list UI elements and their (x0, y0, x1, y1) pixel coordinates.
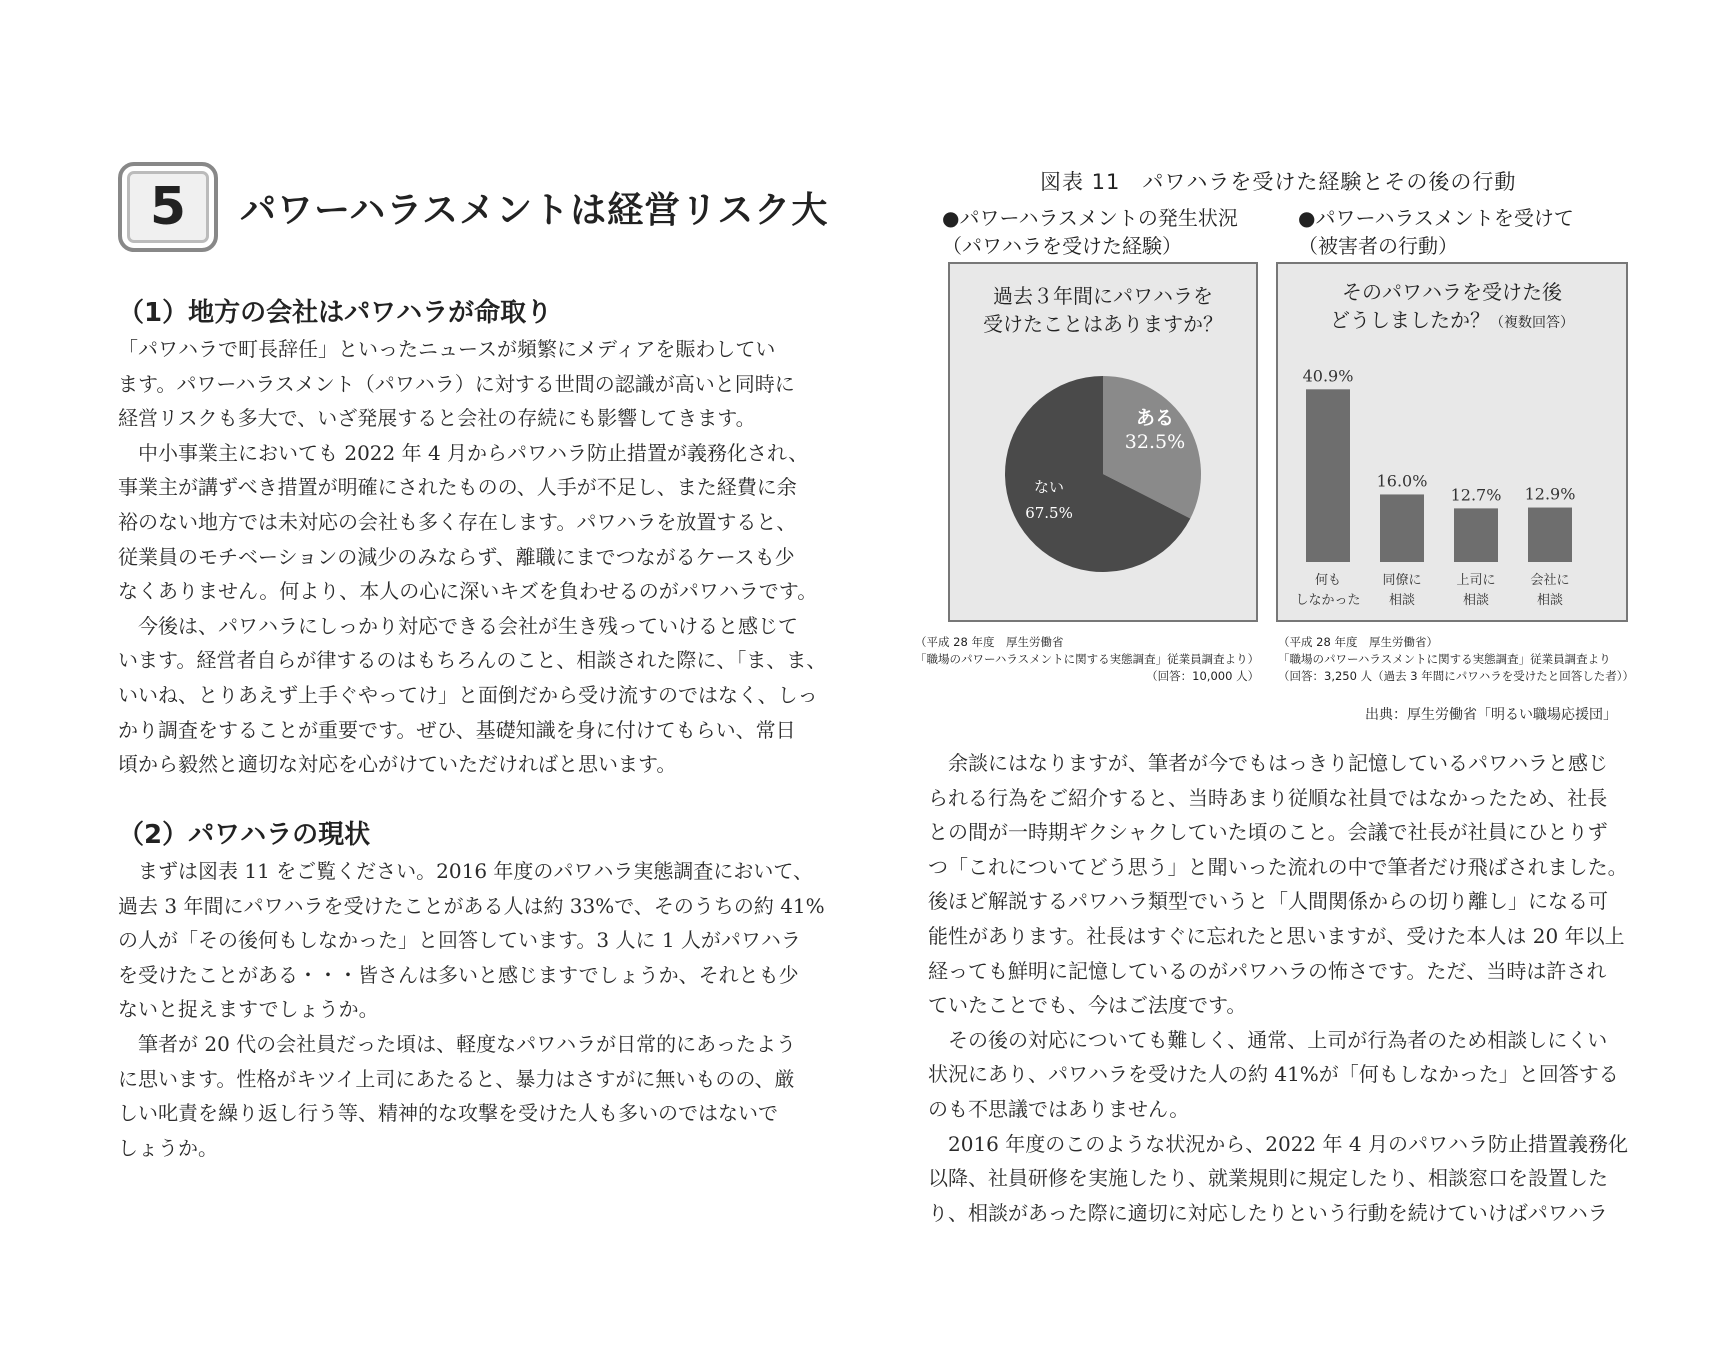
right-text-line: られる行為をご紹介すると、当時あまり従順な社員ではなかったため、社長 (928, 785, 1608, 810)
bar (1528, 508, 1572, 562)
figure-credit: 出典：厚生労働省「明るい職場応援団」 (1365, 707, 1617, 723)
bar-category-label: 何も (1314, 573, 1342, 588)
right-chart-heading-line2: （被害者の行動） (1298, 234, 1458, 258)
right-text-line: 余談にはなりますが、筆者が今でもはっきり記憶しているパワハラと感じ (928, 751, 1608, 775)
bar-category-label: 同僚に (1382, 573, 1422, 588)
bar-chart (1278, 348, 1626, 618)
right-text-line: り、相談があった際に適切に対応したりという行動を続けていけばパワハラ (928, 1200, 1608, 1225)
section2-text-line: しい叱責を繰り返し行う等、精神的な攻撃を受けた人も多いのではないで (118, 1101, 778, 1126)
pie-question-line2: 受けたことはありますか？ (983, 312, 1223, 336)
bar-value-label: 40.9% (1302, 366, 1354, 386)
pie-slice-label: ある (1135, 406, 1174, 429)
section1-text-line: なくありません。何より、本人の心に深いキズを負わせるのがパワハラです。 (118, 579, 818, 604)
pie-slice-value-label: 32.5% (1124, 430, 1186, 453)
bar-question-line2 (1278, 306, 1626, 337)
left-source-line2: 「職場のパワーハラスメントに関する実態調査」従業員調査より） (915, 652, 1260, 666)
bar-value-label: 12.7% (1450, 485, 1502, 505)
bar-category-label: 会社に (1530, 573, 1570, 588)
bar (1380, 494, 1424, 562)
right-source-line3: （回答：3,250 人（過去 3 年間にパワハラを受けたと回答した者）） (1278, 669, 1634, 683)
bar (1306, 389, 1350, 562)
bar-question (1278, 278, 1626, 337)
section1-text-line: 今後は、パワハラにしっかり対応できる会社が生き残っていけると感じて (118, 613, 798, 638)
section1-text-line: 従業員のモチベーションの減少のみならず、離職にまでつながるケースも少 (118, 544, 795, 569)
bar-category-label: 上司に (1456, 573, 1496, 588)
bar-question-line1: そのパワハラを受けた後 (1342, 280, 1562, 304)
bar-category-label: しなかった (1295, 593, 1361, 608)
right-text-line: 経っても鮮明に記憶しているのがパワハラの怖さです。ただ、当時は許され (928, 958, 1607, 983)
bar-category-label: 相談 (1388, 593, 1416, 608)
section1-text-line: 「パワハラで町長辞任」といったニュースが頻繁にメディアを賑わしてい (118, 337, 776, 361)
section1-text-line: 中小事業主においても 2022 年 4 月からパワハラ防止措置が義務化され、 (118, 440, 809, 465)
pie-chart-panel (948, 262, 1258, 622)
section2-text-line: ないと捉えますでしょうか。 (118, 997, 379, 1022)
pie-slice-value-label: 67.5% (1025, 504, 1073, 523)
figure-title: 図表 11 パワハラを受けた経験とその後の行動 (1040, 170, 1517, 194)
section1-text-line: 頃から毅然と適切な対応を心がけていただければと思います。 (118, 752, 677, 777)
bar-question-line2-text: どうしましたか？ (1330, 308, 1490, 332)
section1-text-line: かり調査をすることが重要です。ぜひ、基礎知識を身に付けてもらい、常日 (118, 717, 796, 742)
right-column-body (928, 746, 1628, 1230)
section2-text-line: まずは図表 11 をご覧ください。2016 年度のパワハラ実態調査において、 (118, 859, 814, 883)
section1-text-line: います。経営者自らが律するのはもちろんのこと、相談された際に、「ま、ま、 (118, 648, 827, 673)
right-text-line: ていたことでも、今はご法度です。 (928, 993, 1247, 1018)
pie-question-line1: 過去３年間にパワハラを (993, 284, 1213, 308)
left-chart-heading-line1: ●パワーハラスメントの発生状況 (942, 206, 1238, 230)
chapter-title: パワーハラスメントは経営リスク大 (240, 190, 829, 231)
section1-text-line: 事業主が講ずべき措置が明確にされたものの、人手が不足し、また経費に余 (118, 475, 797, 500)
bar (1454, 508, 1498, 562)
bar-category-label: 相談 (1536, 593, 1564, 608)
right-chart-heading (1298, 204, 1574, 260)
pie-slice-label: ない (1034, 478, 1065, 497)
right-text-line: 状況にあり、パワハラを受けた人の約 41%が「何もしなかった」と回答する (928, 1062, 1619, 1087)
section1-heading: （1）地方の会社はパワハラが命取り (118, 298, 553, 328)
right-source-line2: 「職場のパワーハラスメントに関する実態調査」従業員調査より (1278, 652, 1611, 666)
section2-text-line: の人が「その後何もしなかった」と回答しています。3 人に 1 人がパワハラ (118, 928, 801, 953)
right-chart-source (1278, 634, 1634, 685)
left-chart-source (915, 634, 1259, 685)
section2-text-line: しょうか。 (118, 1135, 218, 1160)
left-source-line3: （回答：10,000 人） (1146, 669, 1260, 683)
left-chart-heading (942, 204, 1238, 260)
right-chart-heading-line1: ●パワーハラスメントを受けて (1298, 206, 1574, 230)
left-source-line1: （平成 28 年度 厚生労働省 (915, 635, 1064, 649)
pie-question (950, 282, 1256, 338)
section2-text-line: 筆者が 20 代の会社員だった頃は、軽度なパワハラが日常的にあったよう (118, 1031, 796, 1056)
right-text-line: との間が一時期ギクシャクしていた頃のこと。会議で社長が社員にひとりず (928, 820, 1608, 845)
bar-question-note: （複数回答） (1490, 315, 1574, 331)
section2-text-line: 過去 3 年間にパワハラを受けたことがある人は約 33%で、そのうちの約 41% (118, 893, 825, 918)
section2-text-line: を受けたことがある・・・皆さんは多いと感じますでしょうか、それとも少 (118, 962, 799, 987)
section1-text-line: いいね、とりあえず上手ぐやってけ」と面倒だから受け流すのではなく、しっ (118, 682, 818, 707)
section2-text-line: に思います。性格がキツイ上司にあたると、暴力はさすがに無いものの、厳 (118, 1066, 795, 1091)
section1-text-line: ます。パワーハラスメント（パワハラ）に対する世間の認識が高いと同時に (118, 371, 795, 396)
right-text-line: つ「これについてどう思う」と聞いった流れの中で筆者だけ飛ばされました。 (928, 854, 1628, 879)
bar-category-label: 相談 (1462, 593, 1490, 608)
right-text-line: 後ほど解説するパワハラ類型でいうと「人間関係からの切り離し」になる可 (928, 889, 1608, 914)
bar-value-label: 16.0% (1376, 471, 1428, 491)
bar-value-label: 12.9% (1524, 484, 1576, 504)
chapter-number-badge: 5 (118, 162, 218, 252)
pie-chart (950, 356, 1256, 616)
right-text-line: 能性があります。社長はすぐに忘れたと思いますが、受けた本人は 20 年以上 (928, 923, 1625, 948)
bar-chart-panel (1276, 262, 1628, 622)
section1-body (118, 332, 827, 782)
section1-text-line: 経営リスクも多大で、いざ発展すると会社の存続にも影響してきます。 (118, 406, 756, 431)
left-chart-heading-line2: （パワハラを受けた経験） (942, 234, 1182, 258)
right-text-line: のも不思議ではありません。 (928, 1096, 1190, 1121)
right-text-line: その後の対応についても難しく、通常、上司が行為者のため相談しにくい (928, 1027, 1608, 1052)
section1-text-line: 裕のない地方では未対応の会社も多く存在します。パワハラを放置すると、 (118, 509, 797, 534)
section2-heading: （2）パワハラの現状 (118, 820, 371, 850)
right-text-line: 2016 年度のこのような状況から、2022 年 4 月のパワハラ防止措置義務化 (928, 1131, 1628, 1156)
right-text-line: 以降、社員研修を実施したり、就業規則に規定したり、相談窓口を設置した (928, 1166, 1608, 1191)
section2-body (118, 854, 825, 1165)
right-source-line1: （平成 28 年度 厚生労働省） (1278, 635, 1438, 649)
